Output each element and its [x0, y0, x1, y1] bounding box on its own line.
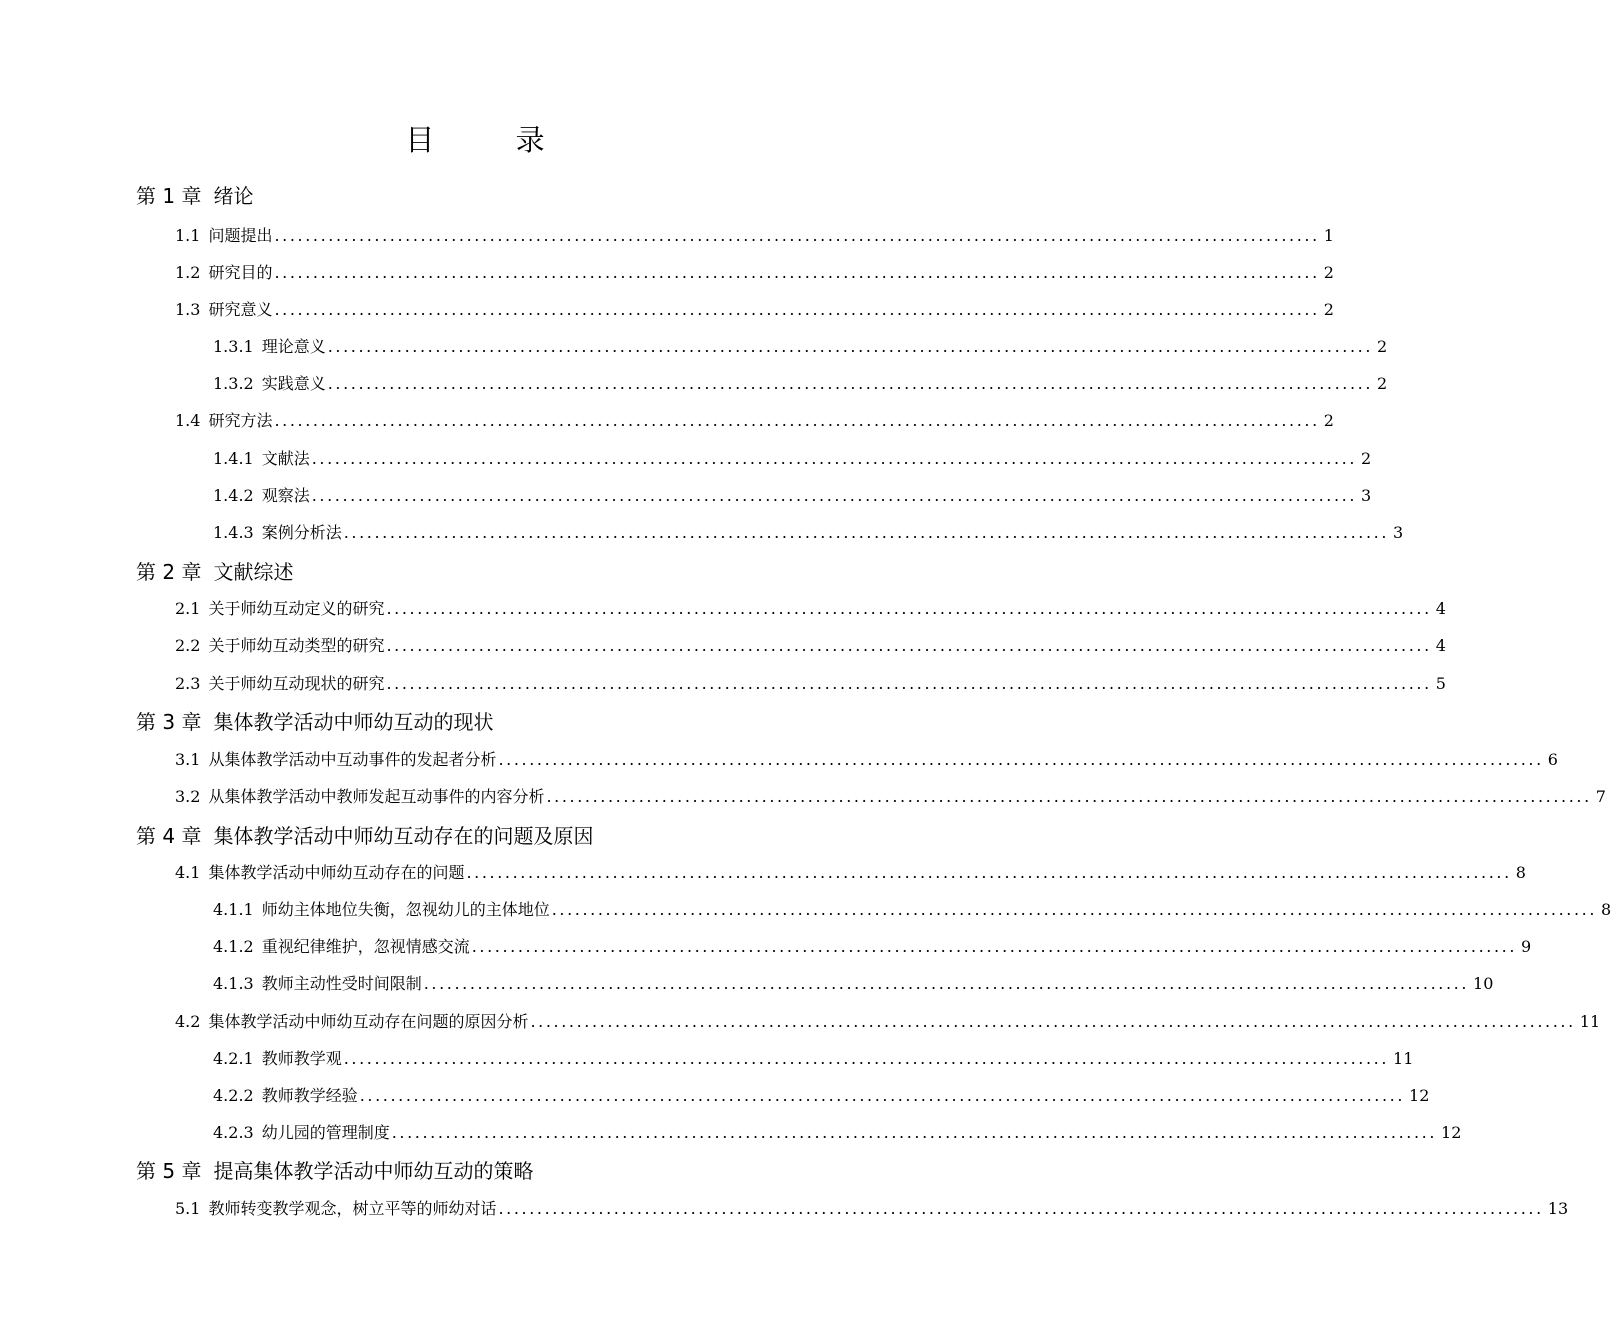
- entry-number: 4.1.2: [213, 937, 254, 956]
- page-number: 11: [1579, 1012, 1601, 1031]
- toc-entry[interactable]: [213, 334, 1388, 357]
- page-number: 2: [1323, 411, 1334, 430]
- page-number: 12: [1409, 1086, 1430, 1105]
- page-number: 2: [1323, 263, 1334, 282]
- dot-leader: ........................................................................................................................................: [274, 411, 1320, 430]
- entry-title: 从集体教学活动中教师发起互动事件的内容分析: [208, 787, 545, 806]
- entry-number: 4.1: [175, 863, 201, 882]
- toc-entry[interactable]: [213, 934, 1532, 957]
- toc-chapter[interactable]: [136, 706, 493, 735]
- page-number: 1: [1323, 226, 1334, 245]
- dot-leader: ........................................................................................................................................: [386, 674, 1432, 693]
- dot-leader: ........................................................................................................................................: [311, 486, 1358, 505]
- dot-leader: ........................................................................................................................................: [498, 1199, 1544, 1218]
- dot-leader: ........................................................................................................................................: [530, 1012, 1576, 1031]
- page-number: 13: [1547, 1199, 1569, 1218]
- entry-title: 重视纪律维护，忽视情感交流: [261, 937, 470, 956]
- entry-number: 4.2.3: [213, 1123, 254, 1142]
- toc-chapter[interactable]: [136, 180, 253, 209]
- entry-title: 研究方法: [208, 411, 273, 430]
- entry-number: 4.1.3: [213, 974, 254, 993]
- dot-leader: ........................................................................................................................................: [327, 337, 1374, 356]
- toc-entry[interactable]: [213, 1046, 1414, 1069]
- dot-leader: ........................................................................................................................................: [327, 374, 1374, 393]
- dot-leader: ........................................................................................................................................: [551, 900, 1598, 919]
- page-number: 3: [1361, 486, 1372, 505]
- entry-number: 1.2: [175, 263, 201, 282]
- entry-title: 研究意义: [208, 300, 273, 319]
- toc-entry[interactable]: [213, 1083, 1430, 1106]
- page-number: 2: [1361, 449, 1372, 468]
- page-number: 4: [1435, 636, 1446, 655]
- entry-number: 1.4.2: [213, 486, 254, 505]
- entry-title: 集体教学活动中师幼互动存在问题的原因分析: [208, 1012, 529, 1031]
- entry-number: 1.4: [175, 411, 201, 430]
- chapter-number: 第 3 章: [136, 710, 202, 734]
- entry-number: 2.2: [175, 636, 201, 655]
- entry-number: 4.2.2: [213, 1086, 254, 1105]
- entry-title: 集体教学活动中师幼互动存在的问题: [208, 863, 465, 882]
- entry-title: 师幼主体地位失衡，忽视幼儿的主体地位: [261, 900, 550, 919]
- dot-leader: ........................................................................................................................................: [423, 974, 1470, 993]
- entry-title: 教师教学经验: [261, 1086, 358, 1105]
- chapter-number: 第 4 章: [136, 824, 202, 848]
- dot-leader: ........................................................................................................................................: [386, 599, 1432, 618]
- entry-number: 4.2: [175, 1012, 201, 1031]
- toc-entry[interactable]: [175, 408, 1334, 431]
- toc-entry[interactable]: [175, 297, 1334, 320]
- chapter-title: 集体教学活动中师幼互动存在的问题及原因: [213, 824, 594, 848]
- entry-title: 从集体教学活动中互动事件的发起者分析: [208, 750, 497, 769]
- toc-entry[interactable]: [213, 1120, 1462, 1143]
- dot-leader: ........................................................................................................................................: [466, 863, 1512, 882]
- toc-entry[interactable]: [213, 446, 1372, 469]
- toc-entry[interactable]: [213, 520, 1404, 543]
- page-number: 12: [1441, 1123, 1462, 1142]
- entry-title: 关于师幼互动定义的研究: [208, 599, 385, 618]
- toc-entry[interactable]: [175, 784, 1606, 807]
- toc-entry[interactable]: [213, 483, 1372, 506]
- toc-chapter[interactable]: [136, 1155, 533, 1184]
- entry-number: 3.2: [175, 787, 201, 806]
- page-number: 7: [1595, 787, 1606, 806]
- entry-number: 1.3: [175, 300, 201, 319]
- entry-title: 问题提出: [208, 226, 273, 245]
- entry-title: 教师主动性受时间限制: [261, 974, 422, 993]
- toc-chapter[interactable]: [136, 820, 593, 849]
- dot-leader: ........................................................................................................................................: [343, 523, 1390, 542]
- entry-number: 2.1: [175, 599, 201, 618]
- toc-entry[interactable]: [175, 223, 1334, 246]
- entry-title: 文献法: [261, 449, 310, 468]
- toc-entry[interactable]: [213, 897, 1611, 920]
- entry-number: 1.3.2: [213, 374, 254, 393]
- entry-title: 案例分析法: [261, 523, 342, 542]
- entry-title: 关于师幼互动类型的研究: [208, 636, 385, 655]
- entry-title: 观察法: [261, 486, 310, 505]
- entry-number: 1.4.3: [213, 523, 254, 542]
- entry-number: 1.1: [175, 226, 201, 245]
- toc-title: 目 录: [405, 123, 581, 157]
- page-number: 8: [1515, 863, 1526, 882]
- chapter-number: 第 1 章: [136, 184, 202, 208]
- entry-title: 实践意义: [261, 374, 326, 393]
- entry-title: 关于师幼互动现状的研究: [208, 674, 385, 693]
- page-number: 10: [1473, 974, 1494, 993]
- page-number: 2: [1323, 300, 1334, 319]
- toc-entry[interactable]: [175, 747, 1558, 770]
- dot-leader: ........................................................................................................................................: [391, 1123, 1438, 1142]
- dot-leader: ........................................................................................................................................: [343, 1049, 1390, 1068]
- entry-title: 理论意义: [261, 337, 326, 356]
- entry-number: 4.1.1: [213, 900, 254, 919]
- page-number: 2: [1377, 337, 1388, 356]
- page-number: 5: [1435, 674, 1446, 693]
- toc-entry[interactable]: [175, 860, 1526, 883]
- page-number: 8: [1601, 900, 1611, 919]
- entry-title: 幼儿园的管理制度: [261, 1123, 390, 1142]
- toc-entry[interactable]: [175, 1196, 1569, 1219]
- page-number: 11: [1393, 1049, 1414, 1068]
- chapter-title: 提高集体教学活动中师幼互动的策略: [213, 1159, 534, 1183]
- chapter-number: 第 2 章: [136, 560, 202, 584]
- page-number: 9: [1521, 937, 1532, 956]
- dot-leader: ........................................................................................................................................: [274, 263, 1320, 282]
- toc-entry[interactable]: [175, 633, 1446, 656]
- entry-number: 1.3.1: [213, 337, 254, 356]
- dot-leader: ........................................................................................................................................: [471, 937, 1518, 956]
- dot-leader: ........................................................................................................................................: [386, 636, 1432, 655]
- toc-entry[interactable]: [175, 671, 1446, 694]
- chapter-title: 文献综述: [213, 560, 294, 584]
- chapter-number: 第 5 章: [136, 1159, 202, 1183]
- entry-number: 4.2.1: [213, 1049, 254, 1068]
- dot-leader: ........................................................................................................................................: [359, 1086, 1406, 1105]
- page-number: 6: [1547, 750, 1558, 769]
- page-number: 3: [1393, 523, 1404, 542]
- entry-title: 研究目的: [208, 263, 273, 282]
- dot-leader: ........................................................................................................................................: [274, 300, 1320, 319]
- entry-title: 教师教学观: [261, 1049, 342, 1068]
- entry-number: 1.4.1: [213, 449, 254, 468]
- toc-entry[interactable]: [175, 596, 1446, 619]
- page-number: 4: [1435, 599, 1446, 618]
- toc-entry[interactable]: [213, 371, 1388, 394]
- entry-number: 3.1: [175, 750, 201, 769]
- dot-leader: ........................................................................................................................................: [274, 226, 1320, 245]
- entry-title: 教师转变教学观念，树立平等的师幼对话: [208, 1199, 497, 1218]
- entry-number: 2.3: [175, 674, 201, 693]
- toc-entry[interactable]: [175, 260, 1334, 283]
- chapter-title: 集体教学活动中师幼互动的现状: [213, 710, 494, 734]
- toc-entry[interactable]: [175, 1009, 1601, 1032]
- toc-entry[interactable]: [213, 971, 1494, 994]
- entry-number: 5.1: [175, 1199, 201, 1218]
- dot-leader: ........................................................................................................................................: [311, 449, 1358, 468]
- chapter-title: 绪论: [213, 184, 254, 208]
- dot-leader: ........................................................................................................................................: [498, 750, 1544, 769]
- page-number: 2: [1377, 374, 1388, 393]
- toc-chapter[interactable]: [136, 556, 293, 585]
- dot-leader: ........................................................................................................................................: [546, 787, 1592, 806]
